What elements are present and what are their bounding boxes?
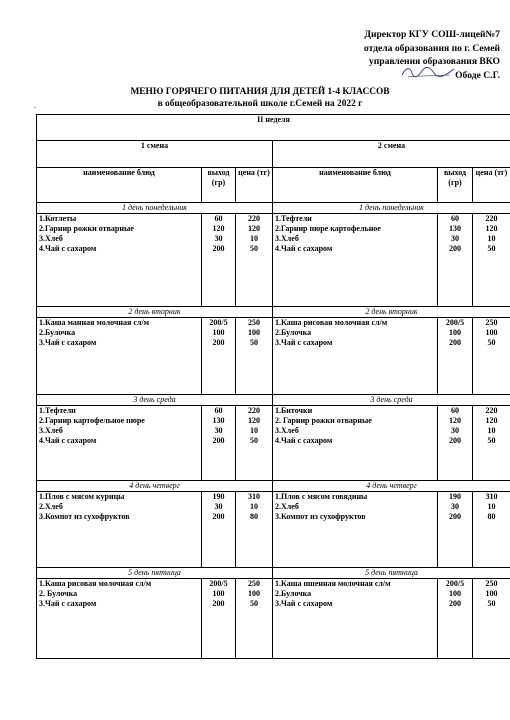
price-cell xyxy=(236,318,273,395)
menu-title-line2: в общеобразовательной школе г.Семей на 2022 г xyxy=(157,99,363,109)
price-value: 50 xyxy=(487,436,496,445)
output-cell xyxy=(438,492,473,568)
price-value: 10 xyxy=(250,426,258,435)
output-value: 200 xyxy=(212,338,225,347)
dish-item: 4.Чай с сахаром xyxy=(39,244,97,253)
dish-item: 2.Гарнир картофельное пюре xyxy=(39,416,145,425)
week-label: II неделя xyxy=(37,115,510,141)
dish-item: 3.Чай с сахаром xyxy=(275,599,333,608)
col-price-header: цена (тг) xyxy=(473,168,510,203)
day-label xyxy=(273,307,510,318)
price-cell xyxy=(473,492,510,568)
price-value: 50 xyxy=(487,338,496,347)
dish-item: 1.Тефтели xyxy=(275,214,312,223)
dish-list-cell xyxy=(37,579,202,659)
price-value: 250 xyxy=(248,318,260,327)
output-value: 100 xyxy=(449,589,461,598)
day-label xyxy=(37,307,273,318)
day-dishes-row xyxy=(37,214,510,307)
output-cell xyxy=(438,579,473,659)
output-cell xyxy=(438,318,473,395)
price-value: 50 xyxy=(250,338,258,347)
dish-item: 2.Булочка xyxy=(275,328,312,337)
price-cell xyxy=(473,214,510,307)
col-price-header: цена (тг) xyxy=(236,168,273,203)
output-cell xyxy=(202,318,236,395)
output-value: 200 xyxy=(212,244,225,253)
price-value: 120 xyxy=(485,224,498,233)
col-dish-header: наименование блюд xyxy=(273,168,438,203)
price-value: 50 xyxy=(250,244,258,253)
day-label-text: 5 день пятница xyxy=(128,568,181,577)
day-label-text: 2 день вторник xyxy=(128,307,181,316)
dish-list-cell xyxy=(273,492,438,568)
price-value: 100 xyxy=(485,328,498,337)
output-value: 30 xyxy=(214,234,223,243)
output-value: 30 xyxy=(451,426,459,435)
dish-list-cell xyxy=(273,579,438,659)
day-label-row xyxy=(37,307,510,318)
dish-list-cell xyxy=(273,406,438,481)
signature-icon xyxy=(400,65,456,79)
day-label xyxy=(37,568,273,579)
shift-2-label: 2 смена xyxy=(273,141,510,168)
header-line: управления образования ВКО xyxy=(368,56,500,67)
header-line: Директор КГУ СОШ-лицей№7 xyxy=(364,29,500,40)
price-cell xyxy=(473,318,510,395)
output-value: 200 xyxy=(449,436,461,445)
price-value: 50 xyxy=(250,599,258,608)
week-row xyxy=(37,115,510,141)
day-label xyxy=(37,395,273,406)
day-label-text: 1 день понедельник xyxy=(359,203,424,212)
dish-item: 2.Гарнир рожки отварные xyxy=(39,224,134,233)
output-value: 200/5 xyxy=(445,579,465,588)
price-value: 100 xyxy=(248,589,260,598)
price-value: 220 xyxy=(485,214,498,223)
day-dishes-row xyxy=(37,579,510,659)
days-body xyxy=(37,203,510,659)
menu-title xyxy=(100,86,420,110)
output-value: 200 xyxy=(212,512,225,521)
day-label-text: 1 день понедельник xyxy=(122,203,187,212)
price-value: 10 xyxy=(487,426,496,435)
output-value: 100 xyxy=(212,589,225,598)
dish-item: 2.Булочка xyxy=(275,589,312,598)
dish-item: 1.Тефтели xyxy=(39,406,76,415)
dish-item: 1.Каша рисовая молочная сл/м xyxy=(39,579,152,588)
dish-item: 3.Компот из сухофруктов xyxy=(275,512,366,521)
dish-list-cell xyxy=(273,318,438,395)
output-value: 200 xyxy=(212,599,225,608)
dish-item: 2. Булочка xyxy=(39,589,78,598)
price-value: 80 xyxy=(487,512,496,521)
price-value: 310 xyxy=(248,492,260,501)
dish-item: 4.Чай с сахаром xyxy=(275,244,333,253)
output-value: 200 xyxy=(449,338,461,347)
price-value: 120 xyxy=(248,416,260,425)
output-value: 130 xyxy=(449,224,461,233)
price-cell xyxy=(473,406,510,481)
dish-list-cell xyxy=(37,492,202,568)
price-value: 50 xyxy=(487,244,496,253)
dish-item: 1.Котлеты xyxy=(39,214,77,223)
price-value: 10 xyxy=(487,502,496,511)
price-value: 220 xyxy=(485,406,498,415)
dish-item: 3.Чай с сахаром xyxy=(275,338,333,347)
dish-item: 3.Чай с сахаром xyxy=(39,599,97,608)
output-value: 60 xyxy=(451,406,459,415)
output-value: 200 xyxy=(449,512,461,521)
output-value: 60 xyxy=(451,214,459,223)
output-cell xyxy=(202,214,236,307)
dish-item: 3.Чай с сахаром xyxy=(39,338,97,347)
day-label-row xyxy=(37,395,510,406)
price-value: 10 xyxy=(250,502,258,511)
price-value: 50 xyxy=(487,599,496,608)
dish-item: 1.Каша рисовая молочная сл/м xyxy=(275,318,388,327)
price-value: 250 xyxy=(248,579,260,588)
output-value: 200/5 xyxy=(445,318,465,327)
day-label-text: 3 день среда xyxy=(370,395,413,404)
price-value: 310 xyxy=(485,492,498,501)
day-label xyxy=(273,395,510,406)
price-value: 250 xyxy=(485,579,498,588)
output-cell xyxy=(202,406,236,481)
output-value: 100 xyxy=(212,328,225,337)
price-value: 220 xyxy=(248,406,260,415)
output-value: 130 xyxy=(212,416,225,425)
day-dishes-row xyxy=(37,492,510,568)
price-value: 100 xyxy=(248,328,260,337)
dish-list-cell xyxy=(273,214,438,307)
output-value: 190 xyxy=(449,492,461,501)
output-value: 60 xyxy=(214,214,223,223)
price-cell xyxy=(236,579,273,659)
output-cell xyxy=(202,579,236,659)
dish-item: 3.Хлеб xyxy=(275,426,299,435)
output-value: 190 xyxy=(212,492,225,501)
day-label-text: 5 день пятница xyxy=(365,568,418,577)
dish-item: 1.Биточки xyxy=(275,406,313,415)
col-output-header: выход (гр) xyxy=(438,168,473,203)
day-dishes-row xyxy=(37,406,510,481)
dish-item: 2.Гарнир пюре картофельное xyxy=(275,224,381,233)
price-value: 80 xyxy=(250,512,258,521)
dish-item: 3.Хлеб xyxy=(39,234,63,243)
shift-1-label: 1 смена xyxy=(37,141,273,168)
day-label xyxy=(273,568,510,579)
day-label-text: 2 день вторник xyxy=(365,307,418,316)
output-cell xyxy=(438,214,473,307)
dish-item: 3.Хлеб xyxy=(275,234,299,243)
column-header-row xyxy=(37,168,510,203)
dish-item: 4.Чай с сахаром xyxy=(39,436,97,445)
price-cell xyxy=(473,579,510,659)
day-label-text: 3 день среда xyxy=(133,395,176,404)
output-cell xyxy=(438,406,473,481)
col-output-header: выход (гр) xyxy=(202,168,236,203)
price-value: 120 xyxy=(485,416,498,425)
col-dish-header: наименование блюд xyxy=(37,168,202,203)
output-value: 200 xyxy=(449,599,461,608)
output-value: 200/5 xyxy=(209,318,228,327)
price-value: 100 xyxy=(485,589,498,598)
dish-list-cell xyxy=(37,214,202,307)
dish-item: 1.Каша пшенная молочная сл/м xyxy=(275,579,391,588)
price-value: 10 xyxy=(487,234,496,243)
price-value: 10 xyxy=(250,234,258,243)
dish-item: 2.Хлеб xyxy=(39,502,63,511)
day-label xyxy=(37,203,273,214)
day-label xyxy=(37,481,273,492)
day-label-row xyxy=(37,481,510,492)
dish-list-cell xyxy=(37,318,202,395)
price-value: 120 xyxy=(248,224,260,233)
dish-item: 3.Компот из сухофруктов xyxy=(39,512,130,521)
day-label-text: 4 день четверг xyxy=(129,481,180,490)
price-cell xyxy=(236,406,273,481)
day-label-row xyxy=(37,568,510,579)
dish-item: 2.Булочка xyxy=(39,328,76,337)
output-value: 30 xyxy=(451,234,459,243)
dish-item: 2. Гарнир рожки отварные xyxy=(275,416,372,425)
output-value: 60 xyxy=(214,406,223,415)
dish-item: 2.Хлеб xyxy=(275,502,299,511)
output-value: 200/5 xyxy=(209,579,228,588)
day-label-row xyxy=(37,203,510,214)
header-line: Ободе С.Г. xyxy=(455,69,500,81)
dish-list-cell xyxy=(37,406,202,481)
price-cell xyxy=(236,492,273,568)
day-dishes-row xyxy=(37,318,510,395)
dish-item: 3.Хлеб xyxy=(39,426,63,435)
output-value: 120 xyxy=(449,416,461,425)
menu-title-line1: МЕНЮ ГОРЯЧЕГО ПИТАНИЯ ДЛЯ ДЕТЕЙ 1-4 КЛАССОВ xyxy=(130,87,390,97)
output-cell xyxy=(202,492,236,568)
shift-row xyxy=(37,141,510,168)
stray-dot: . xyxy=(34,101,36,110)
output-value: 100 xyxy=(449,328,461,337)
price-cell xyxy=(236,214,273,307)
output-value: 30 xyxy=(214,426,223,435)
price-value: 250 xyxy=(485,318,498,327)
day-label xyxy=(273,481,510,492)
header-line: отдела образования по г. Семей xyxy=(363,42,500,54)
price-value: 220 xyxy=(248,214,260,223)
day-label-text: 4 день четверг xyxy=(366,481,417,490)
day-label xyxy=(273,203,510,214)
dish-item: 4.Чай с сахаром xyxy=(275,436,333,445)
output-value: 30 xyxy=(451,502,459,511)
output-value: 200 xyxy=(212,436,225,445)
output-value: 200 xyxy=(449,244,461,253)
output-value: 30 xyxy=(214,502,223,511)
dish-item: 1.Каша манная молочная сл/м xyxy=(39,318,150,327)
menu-table xyxy=(36,114,510,659)
dish-item: 1.Плов с мясом говядины xyxy=(275,492,368,501)
price-value: 50 xyxy=(250,436,258,445)
output-value: 120 xyxy=(212,224,225,233)
dish-item: 1.Плов с мясом курицы xyxy=(39,492,125,501)
